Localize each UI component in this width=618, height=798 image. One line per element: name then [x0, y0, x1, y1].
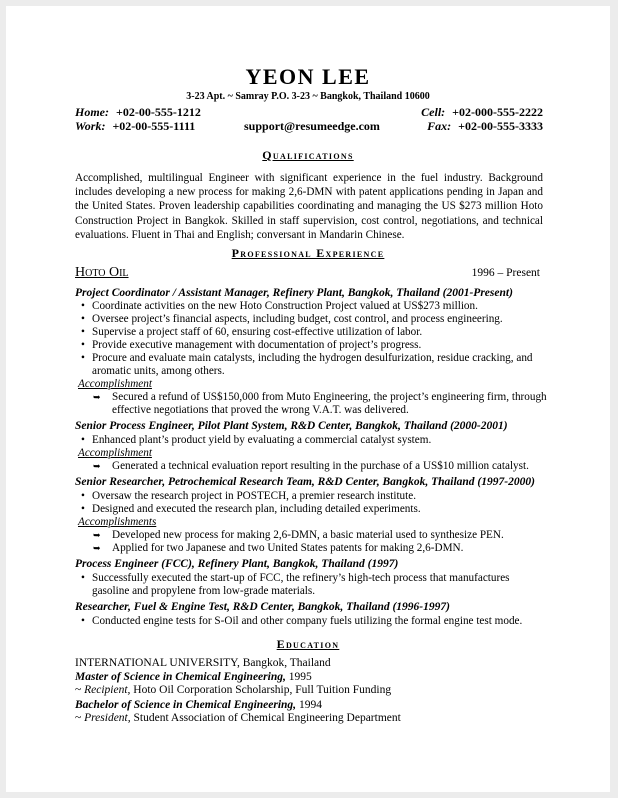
arrow-bullet-icon: ➥	[93, 392, 101, 402]
accomplishment-item: ➥ Secured a refund of US$150,000 from Muto Engineering, the project’s engineering firm, through	[93, 391, 547, 403]
list-item: • Conducted engine tests for S-Oil and other company fuels utilizing the formal engine test mode.	[81, 615, 523, 627]
email-link[interactable]: support@resumeedge.com	[244, 119, 380, 133]
accomplishment-continuation: effective negotiations that proved the wrong V.A.T. was delivered.	[112, 404, 409, 416]
list-item: • Oversee project’s financial aspects, including budget, cost control, and process engineering.	[81, 313, 503, 325]
qualifications-summary: Accomplished, multilingual Engineer with significant experience in the fuel industry. Background includes developing a new process for making 2,6-DMN with patent applications pending in Japan and the United States. Proven leadership capabilities coordinating and managing the US $273 million Hoto Construction Project in Bangkok. Skilled in staff supervision, cost control, negotiations, and technical evaluations. Fluent in Thai and English; conversant in Mandarin Chinese.	[75, 172, 543, 241]
arrow-bullet-icon: ➥	[93, 543, 101, 553]
cell-phone	[421, 105, 543, 120]
home-phone-value: +02-00-555-1212	[116, 105, 201, 119]
job-title: Senior Researcher, Petrochemical Research Team, R&D Center, Bangkok, Thailand (1997-2000)	[75, 476, 535, 488]
arrow-bullet-icon: ➥	[93, 530, 101, 540]
accomplishment-heading: Accomplishment	[78, 378, 152, 390]
list-item: • Successfully executed the start-up of FCC, the refinery’s high-tech process that manufactures	[81, 572, 510, 584]
work-phone-value: +02-00-555-1111	[112, 119, 196, 133]
degree-bachelors-note: ~ President, Student Association of Chemical Engineering Department	[75, 712, 401, 724]
school-name: INTERNATIONAL UNIVERSITY, Bangkok, Thailand	[75, 657, 331, 669]
mailing-address: 3-23 Apt. ~ Samray P.O. 3-23 ~ Bangkok, Thailand 10600	[186, 91, 430, 102]
job-title: Senior Process Engineer, Pilot Plant System, R&D Center, Bangkok, Thailand (2000-2001)	[75, 420, 508, 432]
list-item: • Designed and executed the research plan, including detailed experiments.	[81, 503, 421, 515]
home-phone	[75, 105, 201, 120]
list-item: • Oversaw the research project in POSTECH, a premier research institute.	[81, 490, 417, 502]
list-item: • Procure and evaluate main catalysts, including the hydrogen desulfurization, residue cracking, and	[81, 352, 533, 364]
cell-phone-value: +02-000-555-2222	[452, 105, 543, 119]
list-item: • Provide executive management with documentation of project’s progress.	[81, 339, 422, 351]
qualifications-heading: Qualifications	[262, 148, 354, 162]
accomplishment-heading: Accomplishments	[78, 516, 157, 528]
job-title: Process Engineer (FCC), Refinery Plant, Bangkok, Thailand (1997)	[75, 558, 399, 570]
list-item-continuation: gasoline and propylene from low-grade materials.	[92, 585, 316, 597]
fax-value: +02-00-555-3333	[458, 119, 543, 133]
job-title: Researcher, Fuel & Engine Test, R&D Center, Bangkok, Thailand (1996-1997)	[75, 601, 450, 613]
experience-heading: Professional Experience	[231, 246, 385, 260]
degree-masters: Master of Science in Chemical Engineering, 1995	[75, 671, 312, 683]
fax-label: Fax:	[427, 119, 452, 133]
accomplishment-heading: Accomplishment	[78, 447, 152, 459]
cell-label: Cell:	[421, 105, 446, 119]
company-name: Hoto Oil	[75, 265, 129, 280]
list-item: • Supervise a project staff of 60, ensuring cost-effective utilization of labor.	[81, 326, 423, 338]
home-label: Home:	[75, 105, 109, 119]
accomplishment-item: ➥ Generated a technical evaluation report resulting in the purchase of a US$10 million catalyst.	[93, 460, 529, 472]
education-heading: Education	[276, 637, 340, 651]
work-label: Work:	[75, 119, 106, 133]
accomplishment-item: ➥ Applied for two Japanese and two United States patents for making 2,6-DMN.	[93, 542, 464, 554]
list-item: • Coordinate activities on the new Hoto Construction Project valued at US$273 million.	[81, 300, 478, 312]
degree-masters-note: ~ Recipient, Hoto Oil Corporation Scholarship, Full Tuition Funding	[75, 684, 392, 696]
degree-bachelors: Bachelor of Science in Chemical Engineering, 1994	[75, 699, 322, 711]
candidate-name: YEON LEE	[245, 64, 371, 89]
list-item-continuation: aromatic units, among others.	[92, 365, 225, 377]
company-dates: 1996 – Present	[471, 267, 540, 279]
resume-page	[6, 6, 610, 792]
fax-number	[427, 119, 543, 134]
work-phone	[75, 119, 195, 134]
job-title: Project Coordinator / Assistant Manager, Refinery Plant, Bangkok, Thailand (2001-Present)	[75, 287, 513, 299]
accomplishment-item: ➥ Developed new process for making 2,6-DMN, a basic material used to synthesize PEN.	[93, 529, 504, 541]
list-item: • Enhanced plant’s product yield by evaluating a commercial catalyst system.	[81, 434, 432, 446]
arrow-bullet-icon: ➥	[93, 461, 101, 471]
